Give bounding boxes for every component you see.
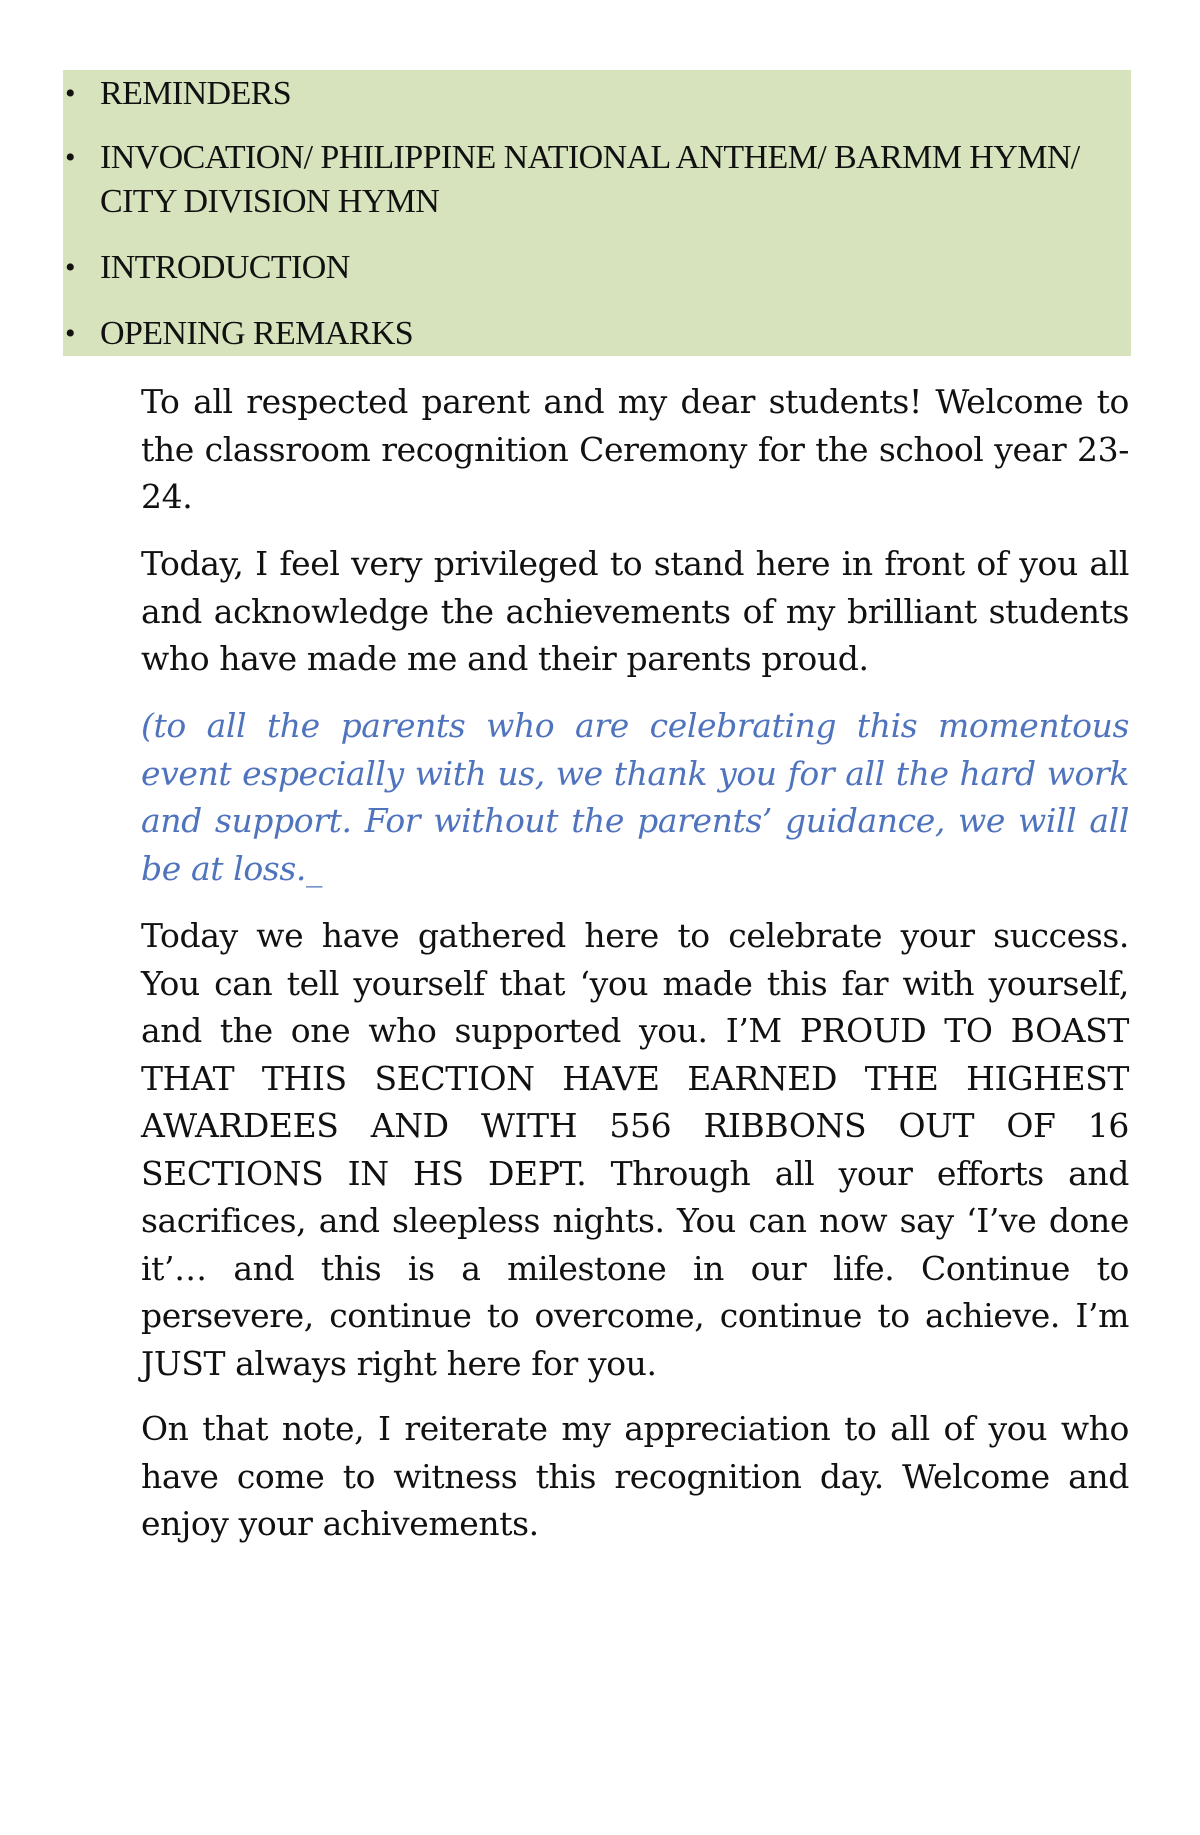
speech-paragraph-celebration: Today we have gathered here to celebrate your success. You can tell yourself that ‘you made this far with yourself, and the one who supported you. I’M PROUD TO BOAST THAT THIS SECTION HAVE EARNED THE HIGHEST AWARDEES AND WITH 556 RIBBONS OUT OF 16 SECTIONS IN HS DEPT. Through all your efforts and sacrifices, and sleepless nights. You can now say ‘I’ve done it’… and this is a milestone in our life. Continue to persevere, continue to overcome, continue to achieve. I’m JUST always right here for you. bbox=[141, 916, 1129, 1383]
speech-paragraph-closing: On that note, I reiterate my appreciation to all of you who have come to witness this recognition day. Welcome and enjoy your achivements. bbox=[141, 1409, 1129, 1543]
bullet-icon: • bbox=[65, 317, 75, 350]
agenda-item-label: INVOCATION/ PHILIPPINE NATIONAL ANTHEM/ BARMM HYMN/ CITY DIVISION HYMN bbox=[100, 139, 1080, 220]
bullet-icon: • bbox=[65, 141, 75, 174]
agenda-item-reminders bbox=[63, 72, 1130, 116]
agenda-item-label: REMINDERS bbox=[100, 75, 292, 112]
bullet-icon: • bbox=[65, 251, 75, 284]
agenda-item-introduction bbox=[63, 246, 1130, 290]
speech-paragraph-privileged: Today, I feel very privileged to stand here in front of you all and acknowledge the achievements of my brilliant students who have made me and their parents proud. bbox=[141, 544, 1129, 678]
agenda-item-invocation bbox=[63, 136, 1130, 224]
speech-paragraph-parents-note: (to all the parents who are celebrating this momentous event especially with us, we thank you for all the hard work and support. For without the parents’ guidance, we will all be at loss._ bbox=[141, 706, 1129, 888]
agenda-item-label: OPENING REMARKS bbox=[100, 315, 414, 352]
program-agenda-list bbox=[63, 70, 1131, 356]
speech-paragraph-welcome: To all respected parent and my dear students! Welcome to the classroom recognition Ceremony for the school year 23-24. bbox=[141, 382, 1129, 516]
agenda-item-opening-remarks bbox=[63, 312, 1130, 356]
agenda-item-label: INTRODUCTION bbox=[100, 249, 350, 286]
bullet-icon: • bbox=[65, 77, 75, 110]
